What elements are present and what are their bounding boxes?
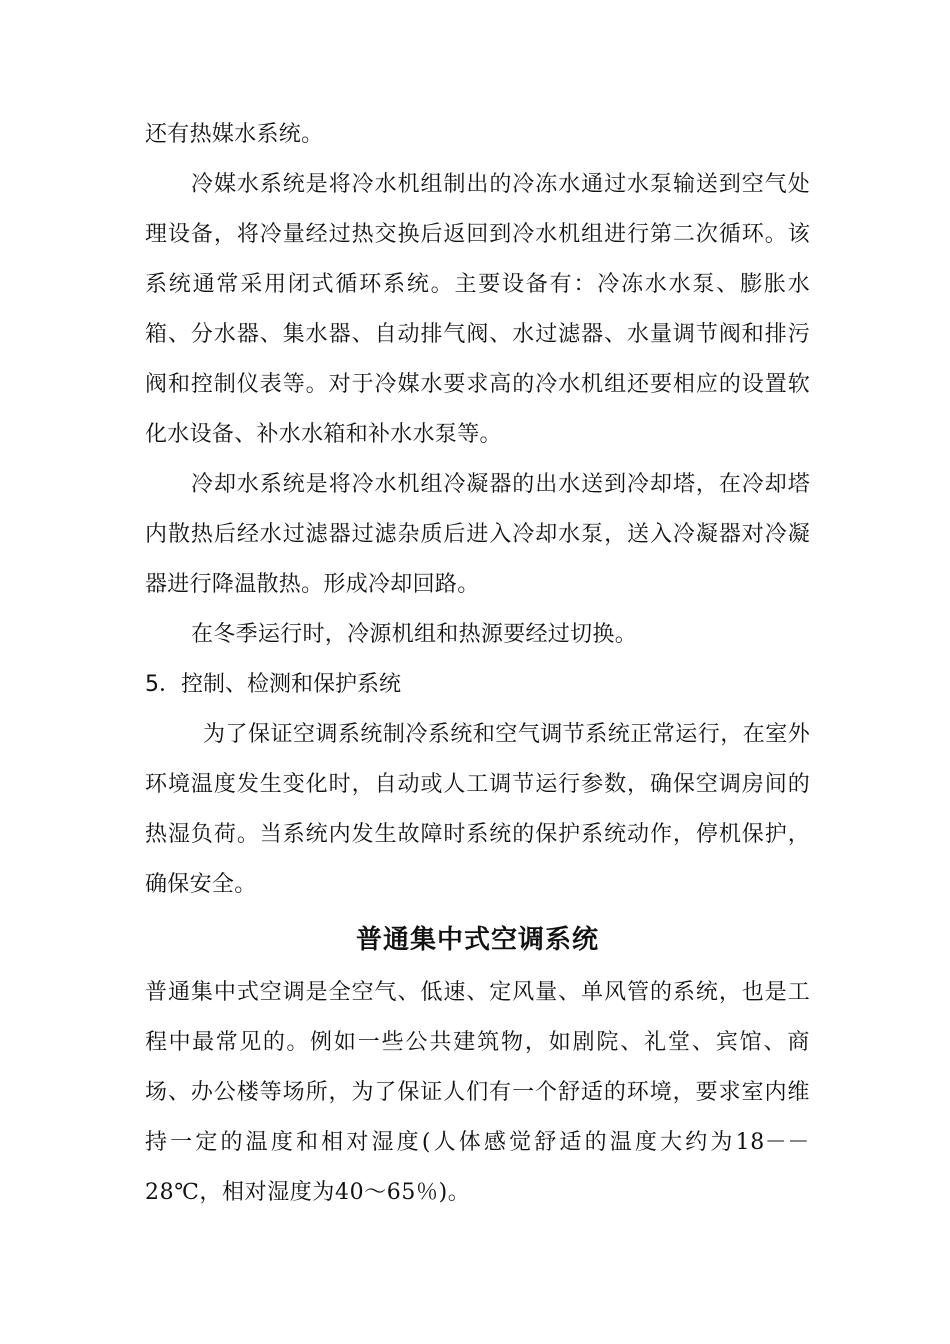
document-page [145,110,810,1218]
paragraph-central-ac [145,968,810,1218]
paragraph-central-ac-intro: 普通集中式空调是全空气、低速、定风量、单风管的系统，也是工程中最常见的。 [145,980,810,1055]
paragraph-control-system: 为了保证空调系统制冷系统和空气调节系统正常运行，在室外环境温度发生变化时，自动或人工调节运行参数，确保空调房间的热湿负荷。当系统内发生故障时系统的保护系统动作，停机保护，确保安全。 [145,722,810,897]
section-title: 普通集中式空调系统 [355,925,599,955]
paragraph-central-ac-detail: 例如一些公共建筑物，如剧院、礼堂、宾馆、商场、办公楼等场所，为了保证人们有一个舒适的环境，要求室内维持一定的温度和相对湿度(人体感觉舒适的温度大约为18－－28℃，相对湿度为40～65％)。 [145,1030,810,1205]
paragraph-cooling-water-system: 冷却水系统是将冷水机组冷凝器的出水送到冷却塔，在冷却塔内散热后经水过滤器过滤杂质后进入冷却水泵，送入冷凝器对冷凝器进行降温散热。形成冷却回路。 [145,472,810,597]
paragraph-chilled-water-system: 冷媒水系统是将冷水机组制出的冷冻水通过水泵输送到空气处理设备，将冷量经过热交换后返回到冷水机组进行第二次循环。该系统通常采用闭式循环系统。主要设备有：冷冻水水泵、膨胀水箱、分水器、集水器、自动排气阀、水过滤器、水量调节阀和排污阀和控制仪表等。对于冷媒水要求高的冷水机组还要相应的设置软化水设备、补水水箱和补水水泵等。 [145,172,810,447]
paragraph-winter-operation: 在冬季运行时，冷源机组和热源要经过切换。 [191,622,638,647]
heading-control-system: 5．控制、检测和保护系统 [145,672,401,697]
paragraph-hot-water: 还有热媒水系统。 [145,122,324,147]
